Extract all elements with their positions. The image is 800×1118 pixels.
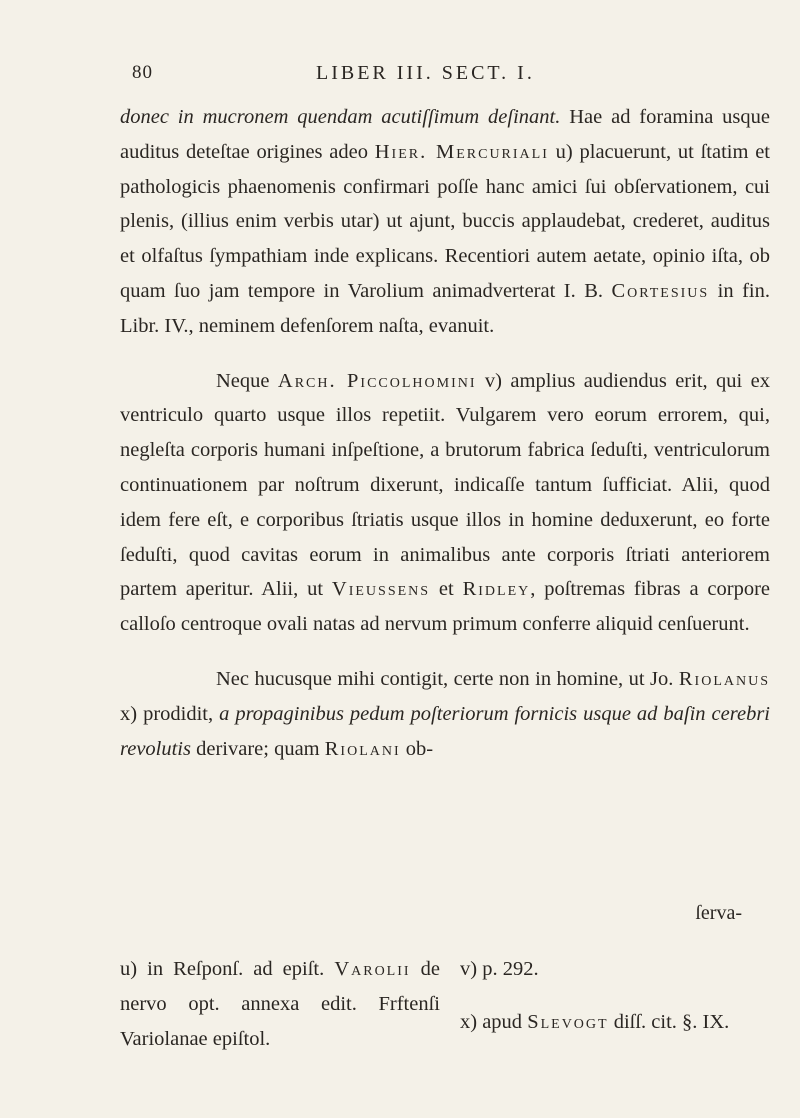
- author-name: Riolanus: [678, 667, 770, 690]
- footnote-column-right: [440, 952, 780, 1056]
- text-run: Neque: [216, 369, 278, 392]
- text-run: et: [430, 578, 463, 601]
- footnote-text: de nervo opt. annexa edit. Frftenſi Variolanae epiſtol.: [120, 958, 440, 1050]
- italic-phrase: a propaginibus pedum poſteriorum fornicis usque ad baſin cerebri revolutis: [120, 702, 770, 760]
- footnote-u: [120, 952, 440, 1056]
- page-number: 80: [132, 62, 153, 83]
- catchword: ſerva-: [695, 902, 742, 924]
- footnote-x: [460, 1005, 780, 1040]
- page-header: [0, 62, 800, 92]
- author-name: Arch. Piccolhomini: [277, 369, 477, 392]
- paragraph-2: [120, 364, 770, 642]
- text-run: , poſtremas fibras a corpore calloſo centroque ovali natas ad nervum primum conferre aliquid cenſuerunt.: [120, 578, 771, 636]
- author-name: Hier. Mercuriali: [374, 140, 549, 163]
- main-text: [120, 100, 770, 766]
- author-name: Riolani: [324, 737, 401, 760]
- text-run: Hae ad foramina usque auditus deteſtae origines adeo: [120, 106, 770, 163]
- author-name: Slevogt: [527, 1010, 609, 1033]
- footnote-text: u) in Reſponſ. ad epiſt.: [120, 958, 335, 980]
- text-run: x) prodidit,: [120, 702, 220, 725]
- text-run: v) amplius audiendus erit, qui ex ventriculo quarto usque illos repetiit. Vulgarem vero eorum errorem, qui, negleſta corporis humani inſpeſtione, a brutorum fabrica ſeduſti, ventriculorum continuationem par noſtrum dixerunt, indicaſſe tantum ſufficiat. Alii, quod idem fere eſt, e corporibus ſtriatis usque illos in homine deduxerunt, eo forte ſeduſti, quod cavitas eorum in animalibus ante corporis ſtriati anteriorem partem aperitur. Alii, ut: [120, 369, 770, 601]
- footnote-column-left: [120, 952, 440, 1056]
- footnote-text: v) p. 292.: [460, 958, 539, 980]
- running-head: LIBER III. SECT. I.: [316, 62, 535, 84]
- text-run: derivare; quam: [190, 737, 325, 760]
- footnote-v: [460, 952, 780, 987]
- text-run: u) placuerunt, ut ſtatim et pathologicis phaenomenis confirmari poſſe hanc amici ſui obſervationem, cui plenis, (illius enim verbis utar) ut ajunt, buccis applaudebat, crederet, auditus et olfaſtus ſympathiam inde explicans. Recentiori autem aetate, opinio iſta, ob quam ſuo jam tempore in Varolium animadverterat I. B.: [120, 140, 770, 302]
- italic-phrase: donec in mucronem quendam acutiſſimum deſinant.: [120, 106, 561, 128]
- footnotes: [120, 952, 780, 1056]
- text-run: Nec hucusque mihi contigit, certe non in homine, ut Jo.: [216, 667, 679, 690]
- text-run: ob-: [400, 737, 434, 760]
- footnote-text: x) apud: [460, 1010, 528, 1033]
- author-name: Varolii: [334, 958, 411, 980]
- paragraph-1: [120, 100, 770, 344]
- text-run: in fin. Libr. IV., neminem defenſorem naſta, evanuit.: [120, 279, 770, 337]
- footnote-text: diſſ. cit. §. IX.: [608, 1010, 730, 1033]
- paragraph-3: [120, 662, 770, 766]
- author-name: Cortesius: [611, 279, 710, 302]
- author-name: Vieussens: [331, 578, 431, 601]
- author-name: Ridley: [462, 578, 531, 601]
